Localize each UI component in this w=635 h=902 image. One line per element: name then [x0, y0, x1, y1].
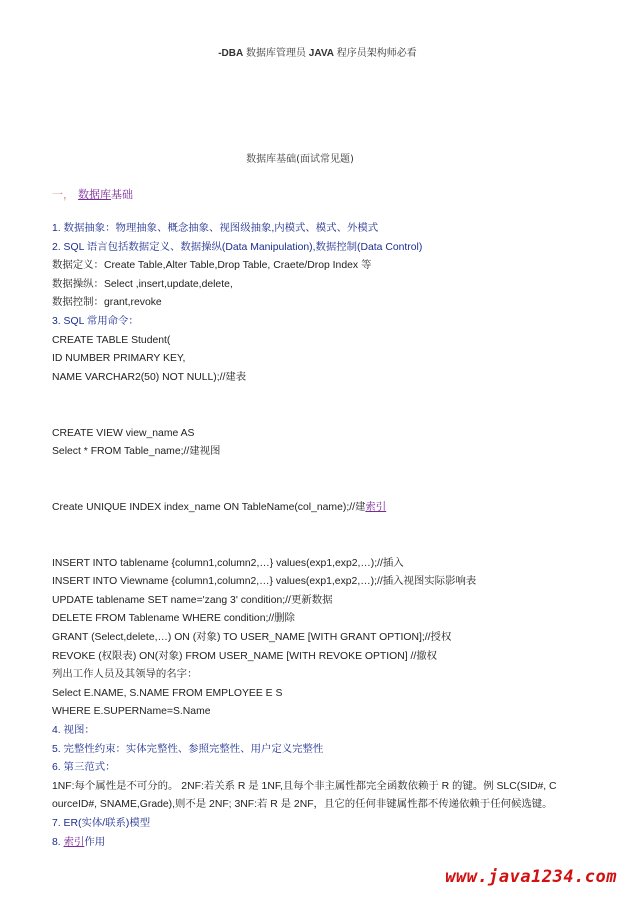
- item-2-sql-language: 2. SQL 语言包括数据定义、数据操纵(Data Manipulation),数据控制(Data Control): [52, 241, 423, 253]
- item-5-integrity: 5. 完整性约束：实体完整性、参照完整性、用户定义完整性: [52, 743, 324, 755]
- database-link[interactable]: 数据库: [78, 188, 111, 201]
- spacer: [52, 462, 562, 499]
- index-purpose-link[interactable]: 索引: [63, 836, 85, 848]
- update-line: UPDATE tablename SET name='zang 3' condition;//更新数据: [52, 594, 333, 606]
- section-bullet: 一，: [52, 188, 74, 201]
- data-control-line: 数据控制：grant,revoke: [52, 297, 162, 309]
- item-7-er-model: 7. ER(实体/联系)模型: [52, 818, 151, 829]
- item-3-sql-commands: 3. SQL 常用命令：: [52, 315, 139, 327]
- site-watermark: www.java1234.com: [445, 867, 617, 887]
- document-title: 数据库基础(面试常见题): [246, 154, 354, 165]
- grant-line: GRANT (Select,delete,…) ON (对象) TO USER_NAME [WITH GRANT OPTION];//授权: [52, 632, 452, 644]
- create-index-text: Create UNIQUE INDEX index_name ON TableName(col_name);//建: [52, 501, 366, 513]
- create-table-line: CREATE TABLE Student(: [52, 334, 171, 346]
- header-part2: 程序员架构师必看: [333, 48, 417, 59]
- select-employee-line: Select E.NAME, S.NAME FROM EMPLOYEE E S: [52, 687, 283, 699]
- item-8-index-purpose: [52, 834, 562, 853]
- item-8-prefix: 8.: [52, 836, 64, 848]
- item-1-data-abstraction: 1. 数据抽象：物理抽象、概念抽象、视图级抽象,内模式、模式、外模式: [52, 223, 379, 234]
- spacer: [52, 518, 562, 555]
- id-column-line: ID NUMBER PRIMARY KEY,: [52, 353, 186, 365]
- index-link[interactable]: 索引: [365, 501, 387, 513]
- data-manipulation-line: 数据操纵：Select ,insert,update,delete,: [52, 278, 233, 290]
- header-prefix: -DBA: [218, 48, 244, 59]
- delete-line: DELETE FROM Tablename WHERE condition;//删除: [52, 613, 295, 625]
- spacer: [52, 387, 562, 424]
- item-6-third-normal-form: 6. 第三范式：: [52, 762, 116, 774]
- data-definition-line: 数据定义：Create Table,Alter Table,Drop Table, Craete/Drop Index 等: [52, 260, 372, 272]
- page-header: [0, 44, 635, 59]
- select-view-line: Select * FROM Table_name;//建视图: [52, 446, 221, 458]
- normal-forms-paragraph: 1NF:每个属性是不可分的。 2NF:若关系 R 是 1NF,且每个非主属性都完全函数依赖于 R 的键。例 SLC(SID#, CourceID#, SNAME,Grade),则不是 2NF; 3NF:若 R 是 2NF，且它的任何非键属性都不传递依赖于任何候选键。: [52, 780, 557, 811]
- insert-view-line: INSERT INTO Viewname {column1,column2,…} values(exp1,exp2,…);//插入视图实际影响表: [52, 576, 477, 588]
- item-4-views: 4. 视图：: [52, 725, 95, 737]
- section-heading: [52, 186, 133, 202]
- where-line: WHERE E.SUPERName=S.Name: [52, 706, 211, 718]
- revoke-line: REVOKE (权限表) ON(对象) FROM USER_NAME [WITH REVOKE OPTION] //撤权: [52, 650, 438, 662]
- name-column-line: NAME VARCHAR2(50) NOT NULL);//建表: [52, 371, 247, 383]
- document-body: [52, 220, 562, 852]
- header-java: JAVA: [308, 48, 334, 59]
- header-part1: 数据库管理员: [243, 48, 309, 59]
- insert-table-line: INSERT INTO tablename {column1,column2,…} values(exp1,exp2,…);//插入: [52, 557, 404, 569]
- create-view-line: CREATE VIEW view_name AS: [52, 427, 195, 439]
- item-8-suffix: 作用: [84, 836, 106, 848]
- section-heading-rest: 基础: [111, 188, 133, 201]
- employee-question-line: 列出工作人员及其领导的名字：: [52, 669, 198, 681]
- create-index-line: [52, 499, 562, 518]
